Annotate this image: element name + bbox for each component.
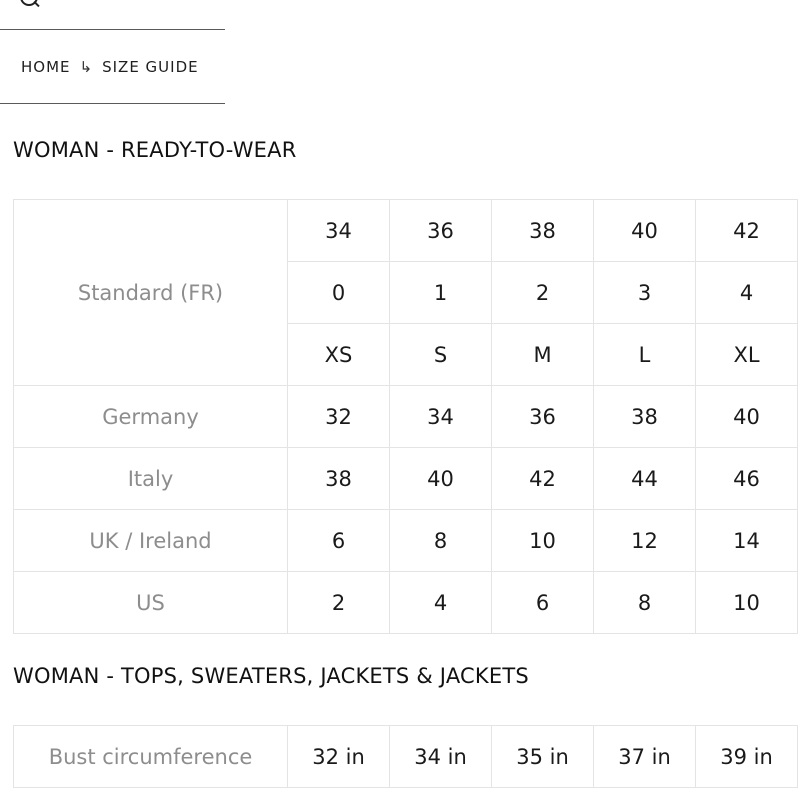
size-cell: 37 in [594,726,696,788]
table-row [14,510,798,572]
table-row [14,386,798,448]
size-cell: 3 [594,262,696,324]
size-cell: 40 [594,200,696,262]
size-cell: 35 in [492,726,594,788]
size-cell: 34 in [390,726,492,788]
table-row [14,448,798,510]
size-cell: 36 [492,386,594,448]
tops-sweaters-jackets-title: WOMAN - TOPS, SWEATERS, JACKETS & JACKETS [13,664,529,688]
table-row [14,726,798,788]
row-label-uk-ireland: UK / Ireland [14,510,288,572]
table-row [14,200,798,262]
size-cell: 8 [390,510,492,572]
breadcrumb-top-divider [0,29,225,30]
size-cell: L [594,324,696,386]
size-cell: 42 [696,200,798,262]
breadcrumb-bottom-divider [0,103,225,104]
size-cell: 0 [288,262,390,324]
size-cell: 4 [696,262,798,324]
size-cell: XS [288,324,390,386]
size-cell: 32 [288,386,390,448]
row-label-italy: Italy [14,448,288,510]
size-cell: 6 [492,572,594,634]
row-label-bust-circumference: Bust circumference [14,726,288,788]
size-cell: 10 [696,572,798,634]
size-cell: 39 in [696,726,798,788]
size-cell: S [390,324,492,386]
search-icon[interactable] [20,0,38,6]
size-cell: 32 in [288,726,390,788]
size-cell: 12 [594,510,696,572]
size-cell: 10 [492,510,594,572]
row-label-germany: Germany [14,386,288,448]
size-cell: 4 [390,572,492,634]
size-cell: 42 [492,448,594,510]
ready-to-wear-title: WOMAN - READY-TO-WEAR [13,138,297,162]
size-cell: 34 [390,386,492,448]
size-cell: XL [696,324,798,386]
size-cell: 8 [594,572,696,634]
tops-size-table [13,725,798,788]
size-cell: 2 [288,572,390,634]
size-cell: 38 [288,448,390,510]
size-cell: 38 [594,386,696,448]
size-cell: 1 [390,262,492,324]
size-cell: 40 [696,386,798,448]
ready-to-wear-size-table [13,199,798,634]
size-cell: 38 [492,200,594,262]
breadcrumb-current: SIZE GUIDE [102,58,199,76]
breadcrumb-home-link[interactable]: HOME [21,58,71,76]
size-cell: M [492,324,594,386]
size-cell: 14 [696,510,798,572]
breadcrumb-arrow-icon: ↳ [79,58,94,76]
size-cell: 2 [492,262,594,324]
size-cell: 36 [390,200,492,262]
table-row [14,572,798,634]
size-cell: 34 [288,200,390,262]
size-cell: 40 [390,448,492,510]
size-cell: 44 [594,448,696,510]
row-label-us: US [14,572,288,634]
size-cell: 46 [696,448,798,510]
row-label-standard-fr: Standard (FR) [14,200,288,386]
breadcrumb [21,57,199,77]
size-cell: 6 [288,510,390,572]
